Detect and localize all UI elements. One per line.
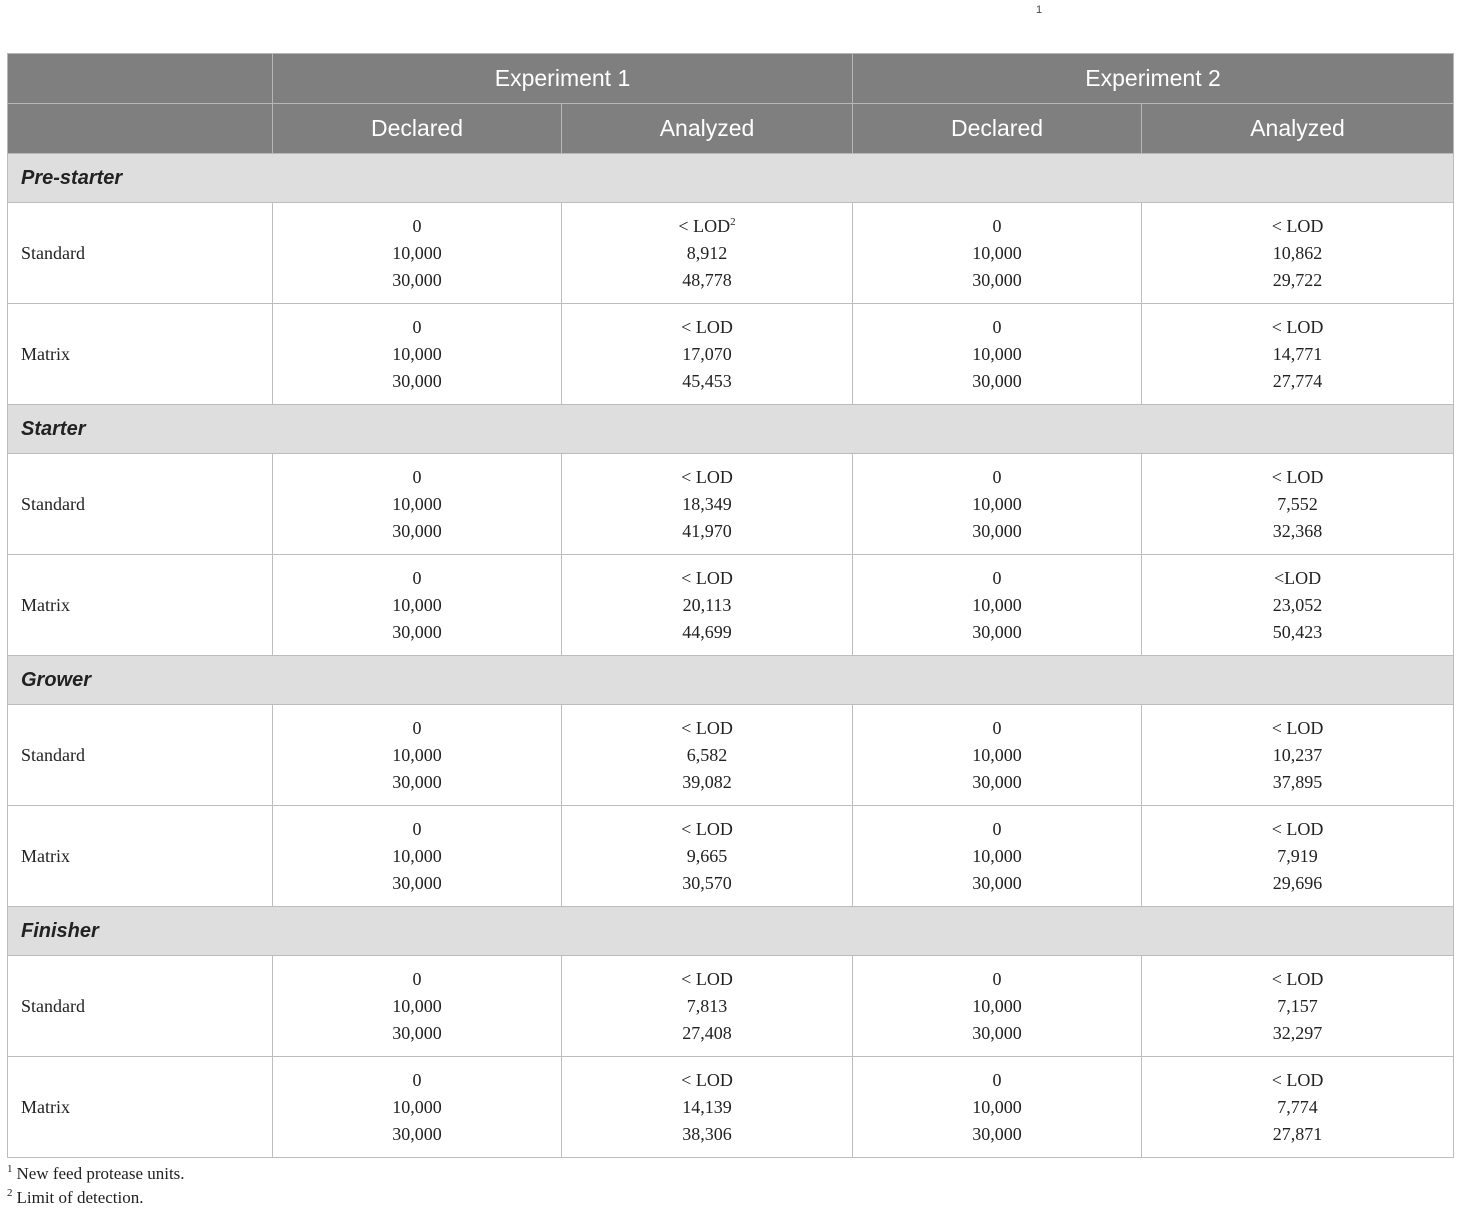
value-text: 41,970	[682, 520, 732, 541]
value-text: 27,774	[1272, 370, 1323, 391]
value-text: 20,113	[682, 594, 732, 615]
cell-value	[1142, 816, 1453, 843]
value-text: 7,157	[1277, 995, 1318, 1016]
value-text: 30,000	[972, 872, 1022, 893]
cell-value	[1142, 769, 1453, 796]
value-text: 0	[992, 1069, 1002, 1090]
cell-value	[1142, 1094, 1453, 1121]
value-text: 0	[412, 316, 422, 337]
cell-value	[273, 1067, 561, 1094]
row-label: Standard	[8, 203, 273, 304]
value-text: 10,000	[392, 242, 442, 263]
cell-value	[562, 993, 852, 1020]
header-row-columns	[8, 104, 1454, 154]
value-text: 0	[992, 316, 1002, 337]
cell-value	[853, 843, 1141, 870]
value-text: 0	[992, 818, 1002, 839]
cell-value	[273, 213, 561, 240]
value-text: 0	[992, 968, 1002, 989]
cell-value	[562, 816, 852, 843]
section-title: Starter	[8, 405, 1454, 454]
value-text: 32,368	[1272, 520, 1323, 541]
value-text: 30,000	[972, 771, 1022, 792]
value-text: < LOD	[681, 818, 733, 839]
cell-e1-declared	[273, 203, 562, 304]
cell-e1-declared	[273, 705, 562, 806]
footnote-1	[7, 1162, 185, 1186]
cell-e2-analyzed	[1142, 705, 1454, 806]
table-row	[8, 304, 1454, 405]
cell-value	[562, 966, 852, 993]
table-row	[8, 705, 1454, 806]
cell-e1-declared	[273, 304, 562, 405]
cell-value	[562, 464, 852, 491]
value-text: 10,000	[972, 242, 1022, 263]
cell-value	[853, 1067, 1141, 1094]
value-text: <LOD	[1273, 567, 1322, 588]
cell-value	[273, 870, 561, 897]
value-text: 0	[412, 968, 422, 989]
cell-value	[853, 368, 1141, 395]
footnote-marker: 2	[730, 215, 736, 228]
cell-e2-analyzed	[1142, 956, 1454, 1057]
cell-e1-declared	[273, 806, 562, 907]
value-text: 0	[412, 717, 422, 738]
cell-value	[562, 1121, 852, 1148]
cell-value	[1142, 715, 1453, 742]
cell-value	[562, 341, 852, 368]
value-text: 0	[412, 1069, 422, 1090]
value-text: 0	[412, 567, 422, 588]
header-exp2-analyzed: Analyzed	[1142, 104, 1454, 154]
section-row	[8, 405, 1454, 454]
value-text: 10,000	[392, 594, 442, 615]
section-row	[8, 154, 1454, 203]
cell-e1-analyzed	[562, 555, 853, 656]
cell-value	[273, 341, 561, 368]
cell-value	[273, 843, 561, 870]
value-text: < LOD	[1271, 717, 1324, 738]
value-text: 39,082	[682, 771, 732, 792]
value-text: < LOD	[1271, 316, 1324, 337]
cell-value	[562, 1020, 852, 1047]
header-exp2-declared: Declared	[853, 104, 1142, 154]
cell-value	[273, 491, 561, 518]
cell-value	[273, 267, 561, 294]
value-text: 0	[992, 567, 1002, 588]
cell-value	[273, 565, 561, 592]
value-text: < LOD	[681, 466, 733, 487]
value-text: 30,000	[392, 1123, 442, 1144]
cell-value	[562, 267, 852, 294]
header-corner-bottom	[8, 104, 273, 154]
cell-e1-declared	[273, 555, 562, 656]
cell-value	[1142, 213, 1453, 240]
cell-value	[853, 816, 1141, 843]
cell-value	[853, 464, 1141, 491]
section-title: Finisher	[8, 907, 1454, 956]
value-text: 8,912	[686, 242, 728, 263]
cell-value	[1142, 491, 1453, 518]
value-text: 10,862	[1272, 242, 1323, 263]
footnote-2-marker: 2	[7, 1187, 13, 1200]
section-row	[8, 907, 1454, 956]
value-text: < LOD	[1271, 215, 1324, 236]
cell-value	[562, 368, 852, 395]
header-experiment-1: Experiment 1	[273, 54, 853, 104]
value-text: 30,000	[392, 621, 442, 642]
value-text: 30,000	[972, 1022, 1022, 1043]
cell-value	[562, 742, 852, 769]
value-text: 18,349	[682, 493, 732, 514]
value-text: 10,000	[392, 343, 442, 364]
cell-e1-analyzed	[562, 304, 853, 405]
value-text: 14,771	[1272, 343, 1323, 364]
cell-value	[562, 240, 852, 267]
value-text: 30,000	[392, 370, 442, 391]
cell-value	[853, 715, 1141, 742]
cell-value	[853, 870, 1141, 897]
value-text: 44,699	[682, 621, 732, 642]
value-text: < LOD	[678, 215, 731, 236]
value-text: < LOD	[681, 567, 733, 588]
cell-value	[562, 592, 852, 619]
cell-e2-analyzed	[1142, 555, 1454, 656]
value-text: 0	[412, 466, 422, 487]
footnote-1-text: New feed protease units.	[16, 1164, 185, 1183]
value-text: 38,306	[682, 1123, 732, 1144]
cell-value	[853, 592, 1141, 619]
cell-value	[853, 742, 1141, 769]
header-corner-top	[8, 54, 273, 104]
cell-value	[273, 993, 561, 1020]
cell-e2-declared	[853, 806, 1142, 907]
table-row	[8, 454, 1454, 555]
footnote-1-marker: 1	[7, 1163, 13, 1176]
value-text: 10,000	[392, 1096, 442, 1117]
row-label: Matrix	[8, 806, 273, 907]
cell-value	[273, 769, 561, 796]
cell-e2-analyzed	[1142, 1057, 1454, 1158]
cell-value	[1142, 592, 1453, 619]
value-text: 30,000	[392, 771, 442, 792]
cell-value	[562, 1094, 852, 1121]
cell-value	[853, 518, 1141, 545]
value-text: 27,871	[1272, 1123, 1323, 1144]
cell-e1-analyzed	[562, 454, 853, 555]
value-text: < LOD	[1271, 466, 1324, 487]
cell-value	[853, 213, 1141, 240]
cell-e2-analyzed	[1142, 203, 1454, 304]
cell-value	[853, 267, 1141, 294]
cell-value	[562, 518, 852, 545]
cell-e1-analyzed	[562, 806, 853, 907]
value-text: 48,778	[682, 269, 732, 290]
value-text: 30,000	[972, 621, 1022, 642]
table-row	[8, 555, 1454, 656]
value-text: < LOD	[1271, 818, 1324, 839]
cell-e2-declared	[853, 555, 1142, 656]
cell-value	[562, 491, 852, 518]
cell-value	[853, 565, 1141, 592]
cell-value	[562, 843, 852, 870]
value-text: 30,000	[392, 520, 442, 541]
cell-value	[562, 565, 852, 592]
feed-protease-table	[7, 53, 1454, 1158]
cell-e2-declared	[853, 1057, 1142, 1158]
cell-value	[273, 464, 561, 491]
cell-value	[273, 619, 561, 646]
value-text: 0	[992, 717, 1002, 738]
table-body	[8, 154, 1454, 1158]
value-text: 37,895	[1272, 771, 1323, 792]
cell-e2-analyzed	[1142, 454, 1454, 555]
value-text: 0	[412, 818, 422, 839]
value-text: 29,696	[1272, 872, 1323, 893]
cell-value	[1142, 870, 1453, 897]
footnotes	[7, 1162, 185, 1210]
value-text: 10,000	[392, 493, 442, 514]
value-text: < LOD	[1271, 968, 1324, 989]
cell-value	[1142, 843, 1453, 870]
value-text: 0	[992, 466, 1002, 487]
value-text: 45,453	[682, 370, 732, 391]
value-text: 7,774	[1277, 1096, 1318, 1117]
cell-value	[273, 1094, 561, 1121]
cell-value	[562, 619, 852, 646]
cell-value	[562, 213, 852, 240]
cell-value	[853, 769, 1141, 796]
cell-value	[1142, 518, 1453, 545]
header-experiment-2: Experiment 2	[853, 54, 1454, 104]
cell-e2-declared	[853, 304, 1142, 405]
cell-e1-analyzed	[562, 203, 853, 304]
row-label: Matrix	[8, 304, 273, 405]
value-text: 10,000	[972, 493, 1022, 514]
value-text: 27,408	[682, 1022, 732, 1043]
row-label: Matrix	[8, 1057, 273, 1158]
value-text: < LOD	[681, 1069, 733, 1090]
value-text: 30,000	[392, 1022, 442, 1043]
value-text: 10,237	[1272, 744, 1323, 765]
cell-e1-analyzed	[562, 1057, 853, 1158]
cell-e2-analyzed	[1142, 304, 1454, 405]
row-label: Standard	[8, 705, 273, 806]
value-text: 14,139	[682, 1096, 732, 1117]
cell-value	[273, 592, 561, 619]
cell-value	[1142, 1020, 1453, 1047]
cell-e1-declared	[273, 1057, 562, 1158]
cell-value	[1142, 267, 1453, 294]
value-text: 32,297	[1272, 1022, 1323, 1043]
cell-value	[853, 491, 1141, 518]
cell-value	[853, 619, 1141, 646]
cell-value	[562, 769, 852, 796]
value-text: 7,919	[1277, 845, 1318, 866]
value-text: 50,423	[1272, 621, 1323, 642]
cell-value	[853, 966, 1141, 993]
value-text: 30,570	[682, 872, 732, 893]
value-text: 17,070	[682, 343, 732, 364]
cell-value	[853, 1094, 1141, 1121]
cell-value	[562, 1067, 852, 1094]
cell-value	[273, 816, 561, 843]
cell-e2-analyzed	[1142, 806, 1454, 907]
cell-value	[853, 1020, 1141, 1047]
section-title: Grower	[8, 656, 1454, 705]
cell-value	[1142, 240, 1453, 267]
cell-value	[853, 240, 1141, 267]
footnote-2	[7, 1186, 185, 1210]
cell-e1-analyzed	[562, 956, 853, 1057]
cell-value	[273, 240, 561, 267]
cell-value	[853, 1121, 1141, 1148]
table-row	[8, 1057, 1454, 1158]
value-text: 10,000	[392, 995, 442, 1016]
cell-value	[1142, 619, 1453, 646]
cell-value	[562, 314, 852, 341]
cell-value	[1142, 1067, 1453, 1094]
row-label: Standard	[8, 956, 273, 1057]
cell-value	[273, 742, 561, 769]
value-text: 6,582	[686, 744, 728, 765]
header-exp1-declared: Declared	[273, 104, 562, 154]
cell-e2-declared	[853, 203, 1142, 304]
value-text: 30,000	[392, 872, 442, 893]
value-text: 0	[412, 215, 422, 236]
cell-e2-declared	[853, 705, 1142, 806]
value-text: 30,000	[972, 370, 1022, 391]
value-text: 7,552	[1277, 493, 1318, 514]
value-text: 10,000	[972, 995, 1022, 1016]
value-text: 23,052	[1272, 594, 1323, 615]
value-text: 7,813	[686, 995, 728, 1016]
cell-e1-declared	[273, 454, 562, 555]
value-text: 30,000	[392, 269, 442, 290]
value-text: 30,000	[972, 1123, 1022, 1144]
row-label: Matrix	[8, 555, 273, 656]
footnote-2-text: Limit of detection.	[16, 1188, 144, 1207]
cell-value	[273, 1020, 561, 1047]
cell-value	[1142, 993, 1453, 1020]
cell-value	[853, 993, 1141, 1020]
cell-e2-declared	[853, 956, 1142, 1057]
value-text: < LOD	[1271, 1069, 1324, 1090]
cell-value	[1142, 565, 1453, 592]
value-text: 10,000	[972, 845, 1022, 866]
value-text: < LOD	[681, 316, 733, 337]
section-row	[8, 656, 1454, 705]
value-text: 10,000	[972, 744, 1022, 765]
value-text: < LOD	[681, 717, 733, 738]
cell-value	[853, 314, 1141, 341]
cell-value	[1142, 368, 1453, 395]
value-text: < LOD	[681, 968, 733, 989]
cell-e1-declared	[273, 956, 562, 1057]
cell-value	[1142, 966, 1453, 993]
value-text: 10,000	[392, 845, 442, 866]
section-title: Pre-starter	[8, 154, 1454, 203]
value-text: 9,665	[686, 845, 728, 866]
value-text: 10,000	[972, 343, 1022, 364]
cell-value	[273, 715, 561, 742]
cell-value	[1142, 341, 1453, 368]
cell-value	[273, 518, 561, 545]
title-footnote-marker: 1	[1036, 4, 1043, 16]
value-text: 29,722	[1272, 269, 1323, 290]
cell-value	[273, 314, 561, 341]
cell-e1-analyzed	[562, 705, 853, 806]
table-row	[8, 806, 1454, 907]
value-text: 10,000	[972, 1096, 1022, 1117]
header-row-experiments	[8, 54, 1454, 104]
cell-value	[1142, 1121, 1453, 1148]
row-label: Standard	[8, 454, 273, 555]
cell-value	[273, 966, 561, 993]
cell-value	[1142, 742, 1453, 769]
cell-value	[562, 715, 852, 742]
cell-e2-declared	[853, 454, 1142, 555]
cell-value	[273, 1121, 561, 1148]
cell-value	[1142, 464, 1453, 491]
cell-value	[562, 870, 852, 897]
table-row	[8, 203, 1454, 304]
table-row	[8, 956, 1454, 1057]
cell-value	[273, 368, 561, 395]
cell-value	[1142, 314, 1453, 341]
value-text: 0	[992, 215, 1002, 236]
header-exp1-analyzed: Analyzed	[562, 104, 853, 154]
value-text: 10,000	[392, 744, 442, 765]
value-text: 10,000	[972, 594, 1022, 615]
cell-value	[853, 341, 1141, 368]
value-text: 30,000	[972, 269, 1022, 290]
value-text: 30,000	[972, 520, 1022, 541]
